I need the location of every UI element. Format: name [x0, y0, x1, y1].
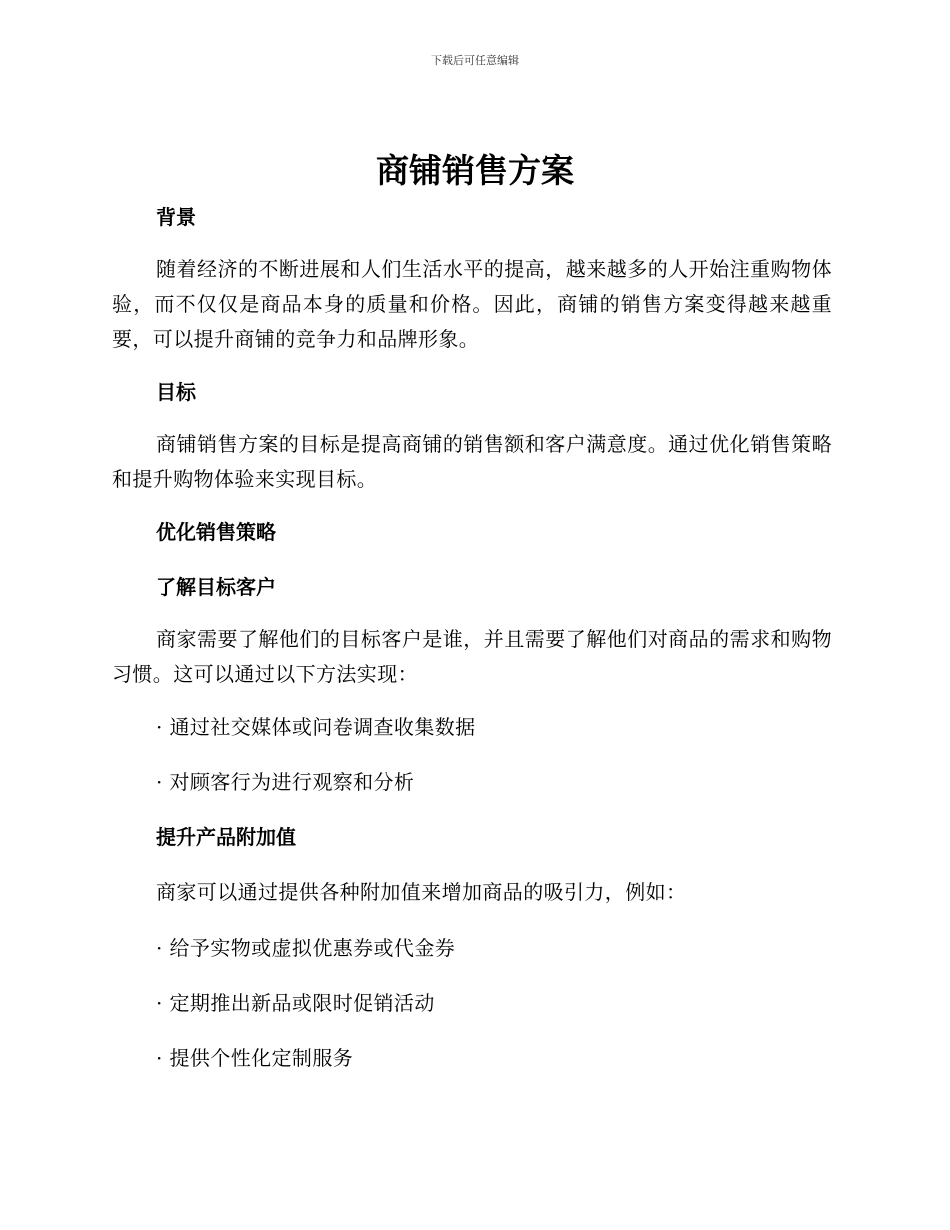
header-note: 下载后可任意编辑	[431, 54, 519, 67]
paragraph-goal: 商铺销售方案的目标是提高商铺的销售额和客户满意度。通过优化销售策略和提升购物体验来实现目标。	[112, 432, 832, 491]
list-item: · 提供个性化定制服务	[156, 1046, 354, 1070]
section-heading-background: 背景	[156, 205, 196, 229]
section-heading-strategy: 优化销售策略	[156, 520, 276, 544]
paragraph-value: 商家可以通过提供各种附加值来增加商品的吸引力，例如：	[156, 880, 687, 904]
section-heading-goal: 目标	[156, 380, 196, 404]
subsection-heading-customer: 了解目标客户	[156, 575, 276, 599]
paragraph-customer: 商家需要了解他们的目标客户是谁，并且需要了解他们对商品的需求和购物习惯。这可以通过以下方法实现：	[112, 627, 832, 686]
document-title: 商铺销售方案	[376, 151, 574, 190]
list-item: · 通过社交媒体或问卷调查收集数据	[156, 715, 476, 739]
subsection-heading-value: 提升产品附加值	[156, 825, 296, 849]
list-item: · 给予实物或虚拟优惠券或代金券	[156, 936, 456, 960]
list-item: · 定期推出新品或限时促销活动	[156, 991, 435, 1015]
paragraph-background: 随着经济的不断进展和人们生活水平的提高，越来越多的人开始注重购物体验，而不仅仅是商品本身的质量和价格。因此，商铺的销售方案变得越来越重要，可以提升商铺的竞争力和品牌形象。	[112, 257, 832, 351]
list-item: · 对顾客行为进行观察和分析	[156, 770, 415, 794]
document-body	[112, 200, 832, 1075]
